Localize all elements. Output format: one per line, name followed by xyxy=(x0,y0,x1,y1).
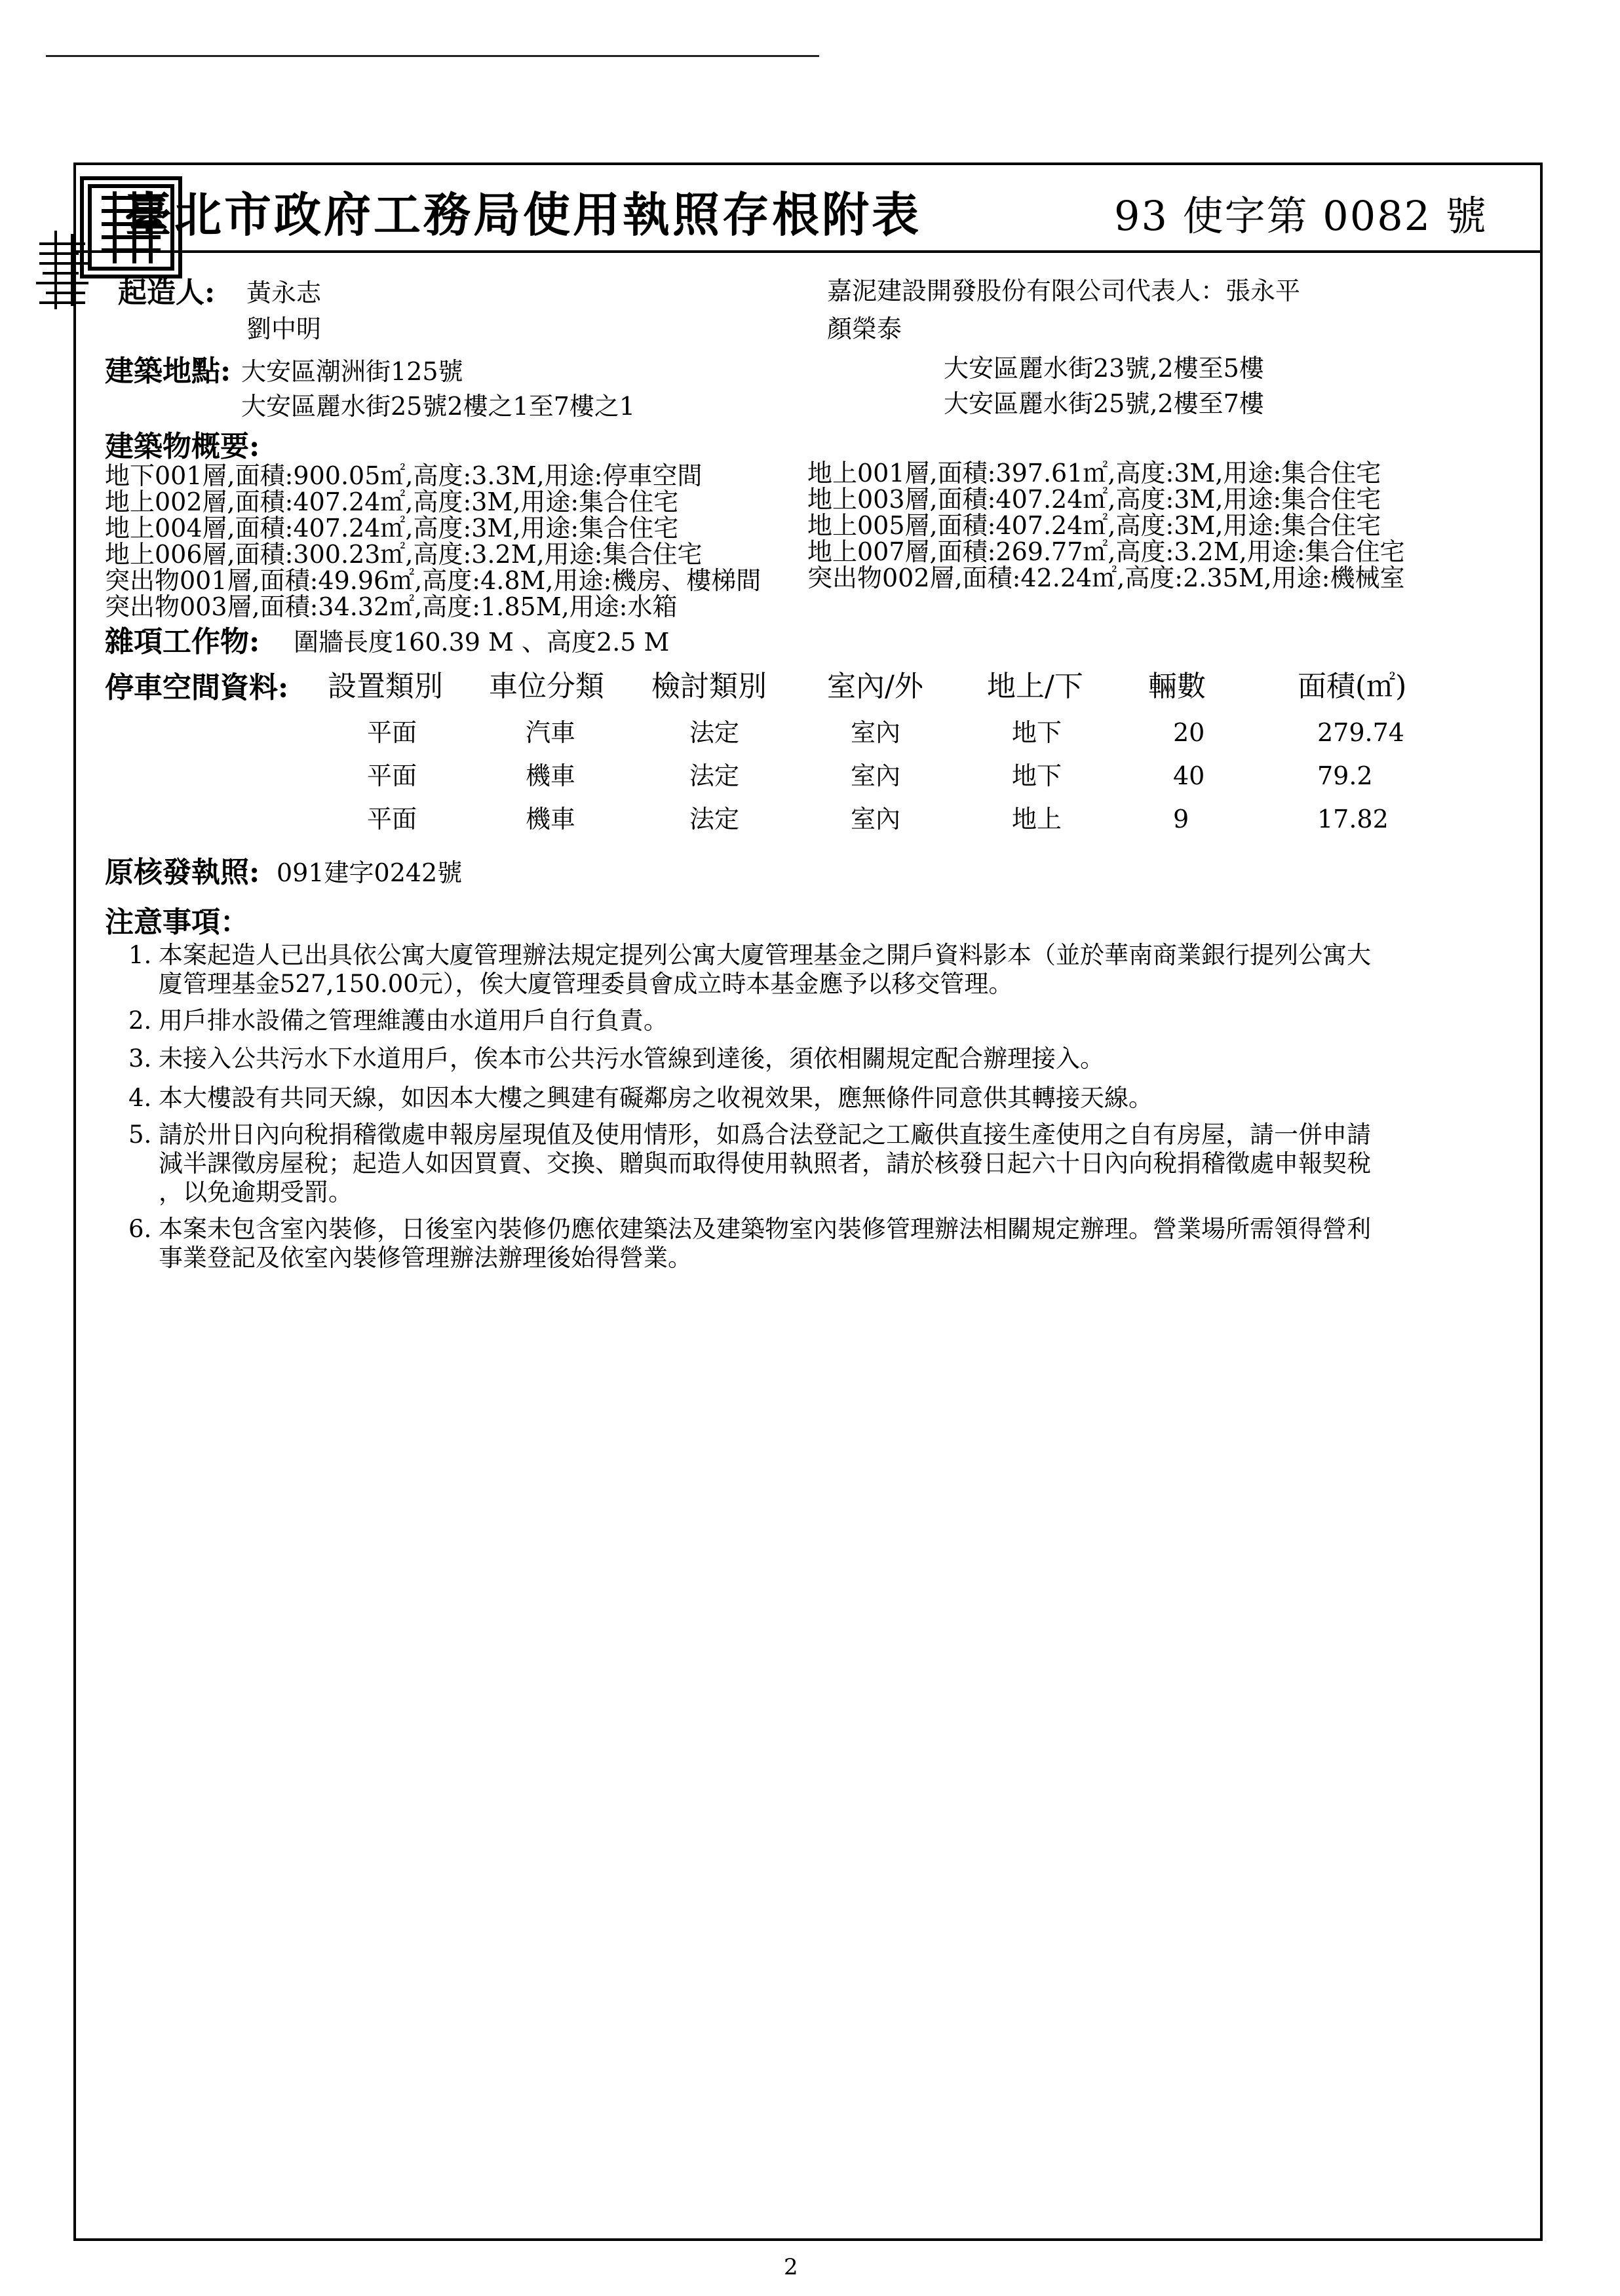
parking-cell: 室內 xyxy=(851,761,901,790)
location-address: 大安區麗水街23號,2樓至5樓 xyxy=(944,354,1264,383)
parking-cell: 法定 xyxy=(689,761,740,790)
note-number: 4. xyxy=(128,1084,152,1112)
floor-entry: 地上007層,面積:269.77㎡,高度:3.2M,用途:集合住宅 xyxy=(807,537,1405,566)
floor-entry: 地上005層,面積:407.24㎡,高度:3M,用途:集合住宅 xyxy=(807,511,1381,540)
applicant-company: 嘉泥建設開發股份有限公司代表人：張永平 xyxy=(827,277,1301,305)
floor-entry: 地下001層,面積:900.05㎡,高度:3.3M,用途:停車空間 xyxy=(105,461,703,490)
location-address: 大安區麗水街25號2樓之1至7樓之1 xyxy=(241,392,636,421)
parking-cell: 地上 xyxy=(1012,805,1062,833)
parking-cell: 9 xyxy=(1173,805,1189,833)
top-rule xyxy=(46,55,819,57)
parking-cell: 地下 xyxy=(1012,761,1062,790)
parking-header: 檢討類別 xyxy=(651,670,767,703)
original-license-value: 091建字0242號 xyxy=(277,858,463,887)
misc-works-label: 雜項工作物: xyxy=(105,625,260,659)
floor-entry: 地上002層,面積:407.24㎡,高度:3M,用途:集合住宅 xyxy=(105,488,679,516)
parking-cell: 279.74 xyxy=(1317,718,1404,747)
parking-cell: 室內 xyxy=(851,805,901,833)
applicant-name: 黃永志 xyxy=(246,278,322,307)
floor-entry: 地上006層,面積:300.23㎡,高度:3.2M,用途:集合住宅 xyxy=(105,540,703,569)
note-number: 1. xyxy=(128,941,152,969)
floor-entry: 地上001層,面積:397.61㎡,高度:3M,用途:集合住宅 xyxy=(807,459,1381,488)
note-text: 請於卅日內向稅捐稽徵處申報房屋現值及使用情形，如爲合法登記之工廠供直接生產使用之自有房屋，請一併申請 減半課徵房屋稅；起造人如因買賣、交換、贈與而取得使用執照者，請於核發日起六十日內向稅捐稽徵處申報契稅 ，以免逾期受罰。 xyxy=(159,1120,1371,1206)
location-address: 大安區麗水街25號,2樓至7樓 xyxy=(944,389,1264,418)
parking-header: 輛數 xyxy=(1148,670,1206,703)
floor-entry: 地上003層,面積:407.24㎡,高度:3M,用途:集合住宅 xyxy=(807,485,1381,514)
parking-cell: 機車 xyxy=(526,761,576,790)
document-title: 臺北市政府工務局使用執照存根附表 xyxy=(125,187,922,242)
parking-cell: 79.2 xyxy=(1317,761,1373,790)
applicant-name: 劉中明 xyxy=(246,315,322,343)
parking-cell: 地下 xyxy=(1012,718,1062,747)
note-text: 用戶排水設備之管理維護由水道用戶自行負責。 xyxy=(159,1006,668,1035)
parking-cell: 機車 xyxy=(526,805,576,833)
parking-header: 設置類別 xyxy=(328,670,443,703)
floor-entry: 突出物001層,面積:49.96㎡,高度:4.8M,用途:機房、樓梯間 xyxy=(105,566,762,595)
parking-header: 地上/下 xyxy=(987,670,1083,703)
location-label: 建築地點: xyxy=(105,354,231,388)
parking-cell: 法定 xyxy=(689,805,740,833)
parking-header: 面積(㎡) xyxy=(1298,670,1407,703)
applicant-name: 顏榮泰 xyxy=(827,315,902,343)
floor-entry: 突出物002層,面積:42.24㎡,高度:2.35M,用途:機械室 xyxy=(807,564,1405,592)
floor-entry: 突出物003層,面積:34.32㎡,高度:1.85M,用途:水箱 xyxy=(105,592,678,621)
permit-number: 93 使字第 0082 號 xyxy=(1114,192,1488,240)
parking-cell: 40 xyxy=(1173,761,1205,790)
parking-cell: 汽車 xyxy=(526,718,576,747)
notes-label: 注意事項： xyxy=(105,906,249,939)
note-text: 本大樓設有共同天線，如因本大樓之興建有礙鄰房之收視效果，應無條件同意供其轉接天線。 xyxy=(159,1084,1153,1112)
original-license-label: 原核發執照: xyxy=(105,856,260,889)
parking-cell: 平面 xyxy=(367,805,417,833)
parking-header: 車位分類 xyxy=(489,670,604,703)
parking-cell: 平面 xyxy=(367,718,417,747)
location-address: 大安區潮洲街125號 xyxy=(241,357,463,386)
note-number: 5. xyxy=(128,1120,152,1149)
building-overview-label: 建築物概要: xyxy=(105,430,260,463)
parking-cell: 17.82 xyxy=(1317,805,1389,833)
parking-cell: 平面 xyxy=(367,761,417,790)
applicant-label: 起造人: xyxy=(118,276,216,309)
parking-cell: 室內 xyxy=(851,718,901,747)
note-text: 未接入公共污水下水道用戶，俟本市公共污水管線到達後，須依相關規定配合辦理接入。 xyxy=(159,1044,1104,1073)
note-number: 3. xyxy=(128,1044,152,1073)
parking-header: 室內/外 xyxy=(827,670,923,703)
note-number: 6. xyxy=(128,1215,152,1243)
note-number: 2. xyxy=(128,1006,152,1035)
parking-cell: 法定 xyxy=(689,718,740,747)
parking-label: 停車空間資料: xyxy=(105,671,289,704)
note-text: 本案未包含室內裝修，日後室內裝修仍應依建築法及建築物室內裝修管理辦法相關規定辦理。營業場所需領得營利 事業登記及依室內裝修管理辦法辦理後始得營業。 xyxy=(159,1215,1371,1272)
note-text: 本案起造人已出具依公寓大廈管理辦法規定提列公寓大廈管理基金之開戶資料影本（並於華南商業銀行提列公寓大 廈管理基金527,150.00元），俟大廈管理委員會成立時本基金應予以移交管理。 xyxy=(159,941,1371,998)
page-number: 2 xyxy=(784,2254,798,2280)
misc-works-value: 圍牆長度160.39 M 、高度2.5 M xyxy=(294,628,670,657)
floor-entry: 地上004層,面積:407.24㎡,高度:3M,用途:集合住宅 xyxy=(105,514,679,543)
parking-cell: 20 xyxy=(1173,718,1205,747)
